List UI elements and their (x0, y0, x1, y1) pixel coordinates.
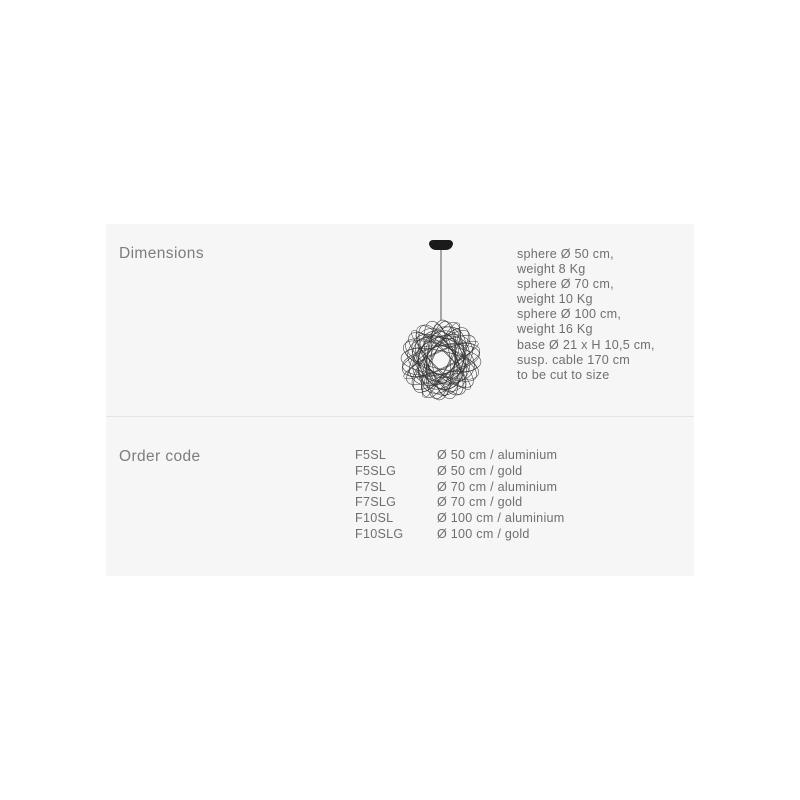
dimensions-text (517, 247, 655, 383)
dimensions-line: sphere Ø 50 cm, (517, 247, 614, 261)
dimensions-section (106, 224, 694, 416)
order-code-section (106, 417, 694, 576)
order-code-value: F7SL (355, 479, 387, 494)
dimensions-line: base Ø 21 x H 10,5 cm, (517, 337, 655, 352)
table-row (355, 527, 564, 543)
wire-sphere-icon (399, 318, 483, 402)
dimensions-line: sphere Ø 70 cm, (517, 277, 614, 292)
order-code-description: Ø 100 cm / gold (437, 526, 530, 541)
order-code-value: F5SL (355, 448, 387, 462)
dimensions-line: weight 8 Kg (517, 262, 586, 277)
table-row (355, 495, 564, 511)
order-code-description: Ø 100 cm / aluminium (437, 511, 565, 526)
order-code-description: Ø 50 cm / gold (437, 463, 523, 478)
table-row (355, 464, 564, 480)
dimensions-line: sphere Ø 100 cm, (517, 307, 622, 322)
table-row (355, 448, 564, 464)
dimensions-line: weight 16 Kg (517, 322, 593, 337)
order-code-value: F10SL (355, 511, 394, 526)
order-code-description: Ø 70 cm / aluminium (437, 479, 558, 494)
order-code-value: F5SLG (355, 463, 397, 478)
order-code-description: Ø 50 cm / aluminium (437, 448, 558, 462)
dimensions-line: weight 10 Kg (517, 292, 593, 307)
product-illustration (376, 234, 506, 409)
order-code-title: Order code (119, 448, 201, 465)
table-row (355, 511, 564, 527)
canopy-icon (429, 243, 453, 250)
dimensions-line: to be cut to size (517, 367, 610, 382)
spec-sheet (106, 224, 694, 576)
order-code-description: Ø 70 cm / gold (437, 495, 523, 510)
order-code-value: F10SLG (355, 526, 404, 541)
suspension-cable (441, 250, 442, 320)
dimensions-line: susp. cable 170 cm (517, 352, 631, 367)
dimensions-title: Dimensions (119, 245, 204, 262)
table-row (355, 480, 564, 496)
order-code-table (355, 448, 564, 543)
order-code-value: F7SLG (355, 495, 397, 510)
